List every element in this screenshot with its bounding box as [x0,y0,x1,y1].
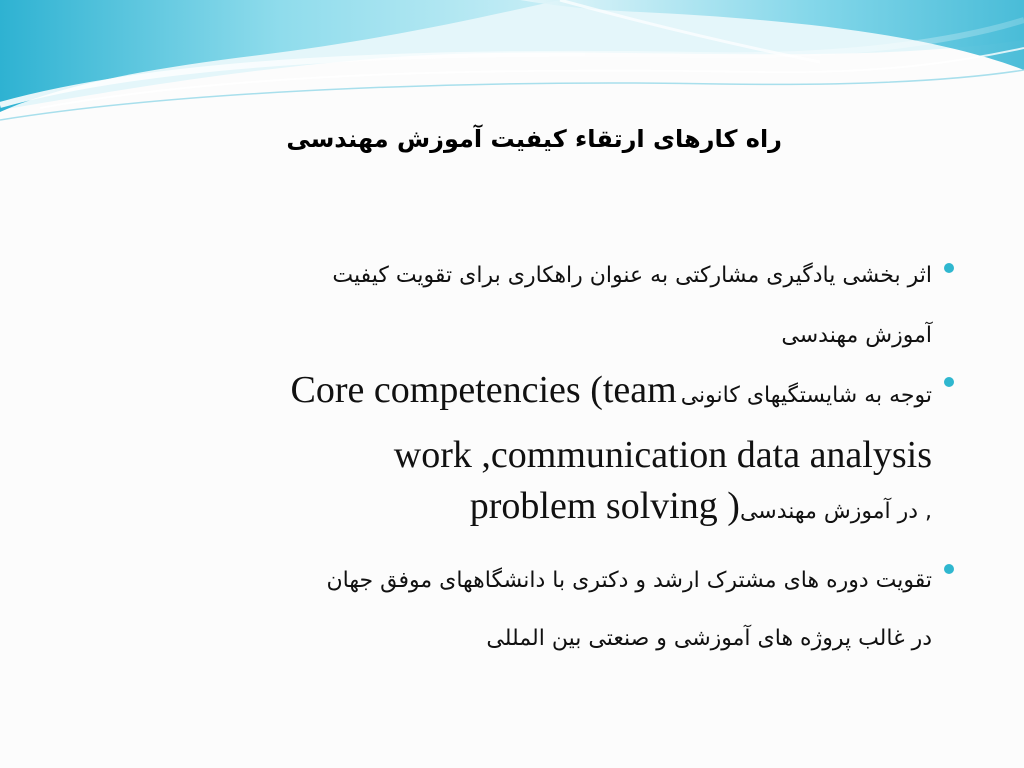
slide-title: راه کارهای ارتقاء کیفیت آموزش مهندسی [286,125,782,153]
bullet-list [40,246,932,668]
bullet-dot-icon [944,263,954,273]
bullet-item-3 [40,552,932,668]
bullet-2-english-text: Core competencies (team [290,369,677,411]
bullet-2-line-3-persian: , در آموزش مهندسی [739,499,932,524]
bullet-3-line-1: تقویت دوره های مشترک ارشد و دکتری با دانشگاههای موفق جهان [326,568,932,593]
bullet-dot-icon [944,564,954,574]
bullet-2-line-2: work ,communication data analysis [393,434,932,476]
bullet-item-2 [40,364,932,534]
bullet-1-line-2: آموزش مهندسی [781,323,932,348]
bullet-2-persian-text: توجه به شایستگیهای کانونی [680,383,932,408]
bullet-dot-icon [944,377,954,387]
bullet-item-1 [40,246,932,366]
bullet-3-line-2: در غالب پروژه های آموزشی و صنعتی بین المللی [486,626,932,651]
bullet-2-line-1 [40,364,932,424]
header-wave-decoration [0,0,1024,130]
bullet-1-line-1: اثر بخشی یادگیری مشارکتی به عنوان راهکاری برای تقویت کیفیت [332,263,932,288]
bullet-2-line-3 [40,486,932,534]
bullet-2-line-3-english: problem solving ) [469,485,740,527]
